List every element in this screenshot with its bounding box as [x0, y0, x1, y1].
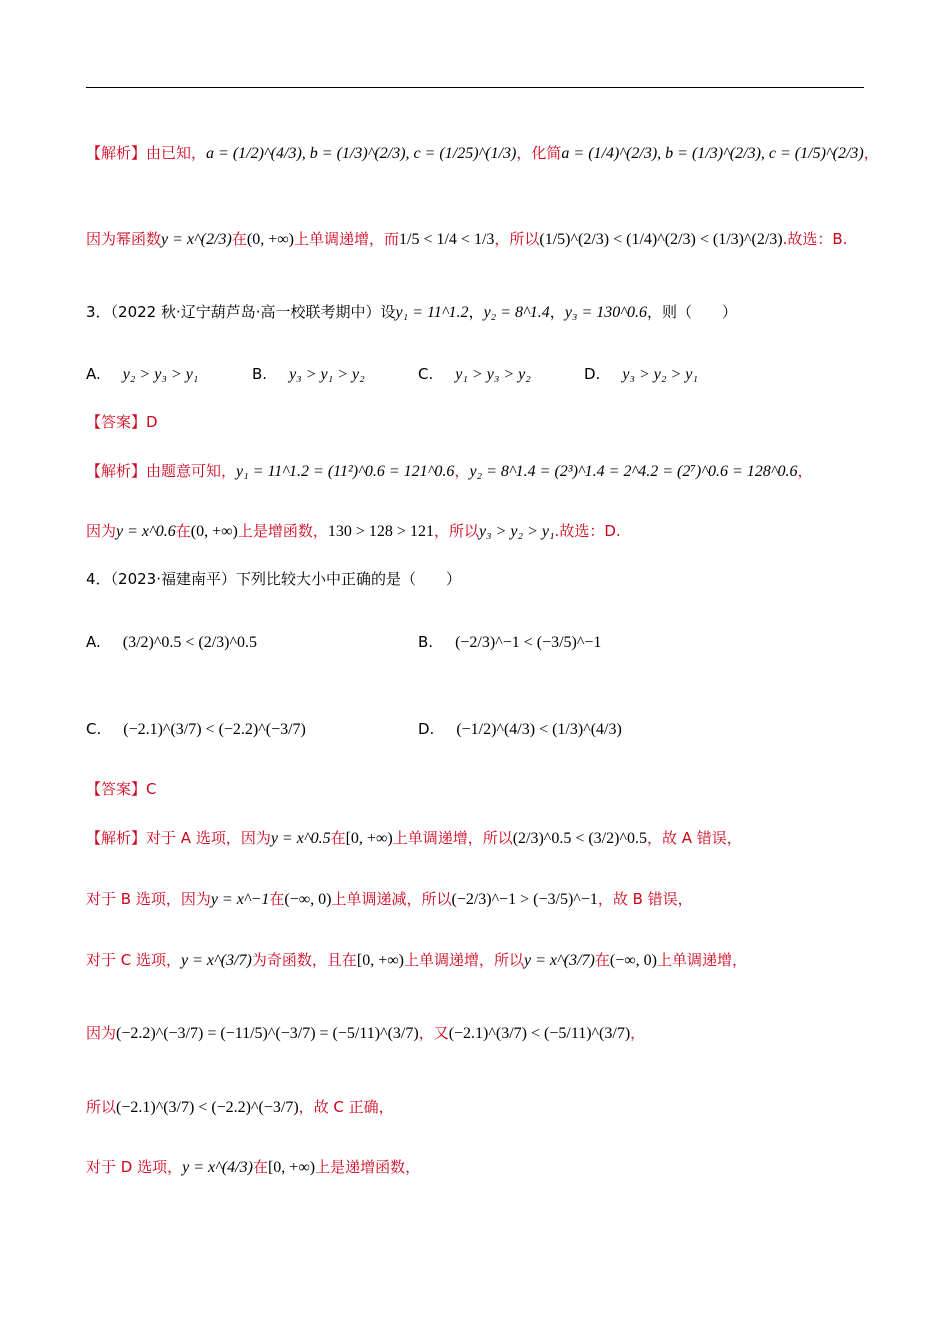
solution-label: 【解析】 — [86, 462, 147, 480]
math-expression: (−2.1)^(3/7) < (−2.2)^(−3/7) — [116, 1099, 299, 1116]
q4-solution-line-6: 对于 D 选项，y = x^(4/3)在[0, +∞)上是递增函数， — [86, 1158, 421, 1176]
option-expression: (−2.1)^(3/7) < (−2.2)^(−3/7) — [123, 721, 306, 738]
q4-answer: 【答案】C — [86, 780, 157, 798]
math-expression: a = (1/4)^(2/3), b = (1/3)^(2/3), c = (1/5)^(2/3) — [561, 145, 864, 162]
math-expression: y = x^(4/3) — [182, 1159, 253, 1176]
option-expression: (3/2)^0.5 < (2/3)^0.5 — [122, 634, 258, 651]
q4-solution-line-3: 对于 C 选项，y = x^(3/7)为奇函数，且在[0, +∞)上单调递增，所以y = x^(3/7)在(−∞, 0)上单调递增， — [86, 951, 747, 969]
q3-option-a[interactable]: A. y₂ > y₃ > y₁ — [86, 365, 199, 383]
math-expression: [0, +∞) — [267, 1159, 316, 1176]
q2-solution-line-1: 【解析】由已知，a = (1/2)^(4/3), b = (1/3)^(2/3), c = (1/25)^(1/3)，化简a = (1/4)^(2/3), b = (1/3)^(2/3), c = (1/5)^(2/3)， — [86, 144, 879, 162]
option-expression: y₁ > y₃ > y₂ — [455, 366, 531, 383]
option-expression: y₃ > y₁ > y₂ — [289, 366, 365, 383]
math-expression: y = x^(3/7) — [524, 952, 595, 969]
math-expression: y₃ > y₂ > y₁ — [478, 523, 555, 540]
math-expression: (−2/3)^−1 > (−3/5)^−1 — [451, 891, 598, 908]
q4-option-c[interactable]: C. (−2.1)^(3/7) < (−2.2)^(−3/7) — [86, 720, 306, 738]
option-expression: (−1/2)^(4/3) < (1/3)^(4/3) — [456, 721, 622, 738]
q3-solution-line-1: 【解析】由题意可知，y₁ = 11^1.2 = (11²)^0.6 = 121^0.6，y₂ = 8^1.4 = (2³)^1.4 = 2^4.2 = (2⁷)^0.6 = 128^0.6， — [86, 462, 813, 480]
option-expression: y₃ > y₂ > y₁ — [622, 366, 698, 383]
math-expression: (−2.1)^(3/7) < (−5/11)^(3/7) — [448, 1025, 631, 1042]
q3-answer: 【答案】D — [86, 413, 158, 431]
question-4-stem: 4．（2023·福建南平）下列比较大小中正确的是（ ） — [86, 570, 461, 588]
question-number: 4． — [86, 570, 111, 588]
q4-solution-line-4: 因为(−2.2)^(−3/7) = (−11/5)^(−3/7) = (−5/11)^(3/7)，又(−2.1)^(3/7) < (−5/11)^(3/7)， — [86, 1024, 646, 1042]
solution-label: 【解析】 — [86, 144, 147, 162]
math-expression: y₂ = 8^1.4 = (2³)^1.4 = 2^4.2 = (2⁷)^0.6 = 128^0.6 — [469, 463, 798, 480]
math-expression: y₂ = 8^1.4 — [483, 304, 550, 321]
header-rule — [86, 87, 864, 88]
math-expression: (−∞, 0) — [609, 952, 657, 969]
q3-option-c[interactable]: C. y₁ > y₃ > y₂ — [418, 365, 531, 383]
math-expression: y = x^0.6 — [116, 523, 176, 540]
math-expression: y₃ = 130^0.6 — [564, 304, 648, 321]
q3-option-b[interactable]: B. y₃ > y₁ > y₂ — [252, 365, 365, 383]
math-expression: [0, +∞) — [356, 952, 404, 969]
question-3-stem: 3．（2022 秋·辽宁葫芦岛·高一校联考期中）设y₁ = 11^1.2，y₂ = 8^1.4，y₃ = 130^0.6，则（ ） — [86, 303, 738, 321]
option-expression: y₂ > y₃ > y₁ — [122, 366, 199, 383]
math-expression: (−∞, 0) — [284, 891, 332, 908]
q4-solution-line-5: 所以(−2.1)^(3/7) < (−2.2)^(−3/7)，故 C 正确， — [86, 1098, 394, 1116]
q4-option-d[interactable]: D. (−1/2)^(4/3) < (1/3)^(4/3) — [418, 720, 622, 738]
math-expression: 130 > 128 > 121 — [327, 523, 434, 540]
math-expression: (0, +∞) — [246, 231, 294, 248]
math-expression: y = x^0.5 — [270, 830, 331, 847]
q4-solution-line-1: 【解析】对于 A 选项，因为y = x^0.5在[0, +∞)上单调递增，所以(2/3)^0.5 < (3/2)^0.5，故 A 错误， — [86, 829, 742, 847]
math-expression: y₁ = 11^1.2 = (11²)^0.6 = 121^0.6 — [236, 463, 455, 480]
math-expression: (−2.2)^(−3/7) = (−11/5)^(−3/7) = (−5/11)^(3/7) — [116, 1025, 419, 1042]
q4-option-b[interactable]: B. (−2/3)^−1 < (−3/5)^−1 — [418, 633, 602, 651]
math-expression: 1/5 < 1/4 < 1/3 — [399, 231, 495, 248]
math-expression: y = x^(3/7) — [181, 952, 252, 969]
math-expression: y = x^(2/3) — [161, 231, 232, 248]
question-number: 3． — [86, 303, 111, 321]
math-expression: (2/3)^0.5 < (3/2)^0.5 — [512, 830, 647, 847]
math-expression: [0, +∞) — [345, 830, 393, 847]
math-expression: (0, +∞) — [190, 523, 238, 540]
q3-option-d[interactable]: D. y₃ > y₂ > y₁ — [584, 365, 698, 383]
q3-solution-line-2: 因为y = x^0.6在(0, +∞)上是增函数，130 > 128 > 121，所以y₃ > y₂ > y₁.故选：D. — [86, 522, 621, 540]
math-expression: (1/5)^(2/3) < (1/4)^(2/3) < (1/3)^(2/3) — [539, 231, 783, 248]
q4-solution-line-2: 对于 B 选项，因为y = x^−1在(−∞, 0)上单调递减，所以(−2/3)^−1 > (−3/5)^−1，故 B 错误， — [86, 890, 693, 908]
math-expression: y₁ = 11^1.2 — [395, 304, 469, 321]
solution-label: 【解析】 — [86, 829, 147, 847]
math-expression: a = (1/2)^(4/3), b = (1/3)^(2/3), c = (1/25)^(1/3) — [206, 145, 517, 162]
option-expression: (−2/3)^−1 < (−3/5)^−1 — [455, 634, 602, 651]
q4-option-a[interactable]: A. (3/2)^0.5 < (2/3)^0.5 — [86, 633, 258, 651]
math-expression: y = x^−1 — [210, 891, 270, 908]
q2-solution-line-2: 因为幂函数y = x^(2/3)在(0, +∞)上单调递增，而1/5 < 1/4 < 1/3，所以(1/5)^(2/3) < (1/4)^(2/3) < (1/3)^(2/3).故选：B. — [86, 230, 848, 248]
